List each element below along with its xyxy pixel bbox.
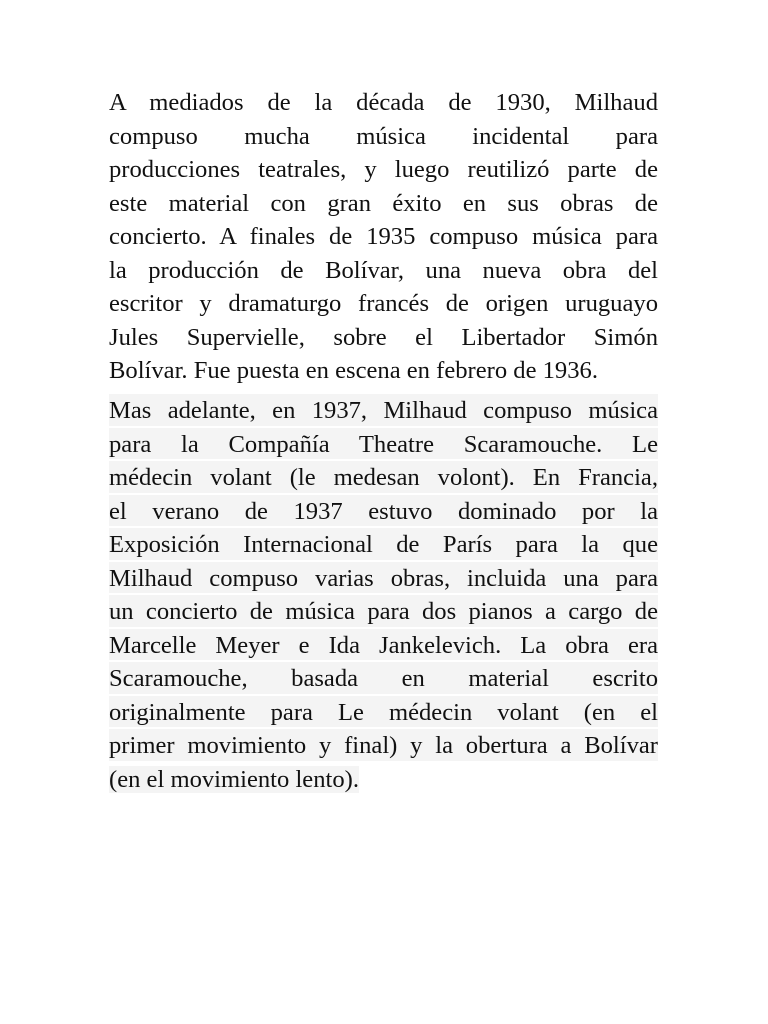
paragraph-line: Milhaud compuso varias obras, incluida una para [109,562,658,596]
paragraph-line: médecin volant (le medesan volont). En Francia, [109,461,658,495]
paragraph-1 [109,86,658,388]
paragraph-line: Marcelle Meyer e Ida Jankelevich. La obra era [109,629,658,663]
paragraph-line: originalmente para Le médecin volant (en el [109,696,658,730]
paragraph-line: el verano de 1937 estuvo dominado por la [109,495,658,529]
paragraph-line: producciones teatrales, y luego reutilizó parte de [109,156,658,183]
paragraph-line-last [109,763,658,797]
paragraph-line: concierto. A finales de 1935 compuso música para [109,223,658,250]
paragraph-line: compuso mucha música incidental para [109,122,658,150]
paragraph-line: este material con gran éxito en sus obras de [109,189,658,217]
paragraph-line: para la Compañía Theatre Scaramouche. Le [109,428,658,462]
paragraph-line: Mas adelante, en 1937, Milhaud compuso música [109,394,658,428]
paragraph-2 [109,394,658,796]
paragraph-line: Jules Supervielle, sobre el Libertador Simón [109,323,658,351]
paragraph-line: Bolívar. Fue puesta en escena en febrero de 1936. [109,357,598,384]
paragraph-line: Scaramouche, basada en material escrito [109,662,658,696]
paragraph-line-text: (en el movimiento lento). [109,765,359,793]
paragraph-line: la producción de Bolívar, una nueva obra del [109,256,658,284]
paragraph-line: escritor y dramaturgo francés de origen uruguayo [109,290,658,317]
paragraph-line: un concierto de música para dos pianos a cargo de [109,595,658,629]
paragraph-line: primer movimiento y final) y la obertura a Bolívar [109,729,658,763]
paragraph-line: A mediados de la década de 1930, Milhaud [109,89,658,116]
paragraph-line: Exposición Internacional de París para la que [109,528,658,562]
